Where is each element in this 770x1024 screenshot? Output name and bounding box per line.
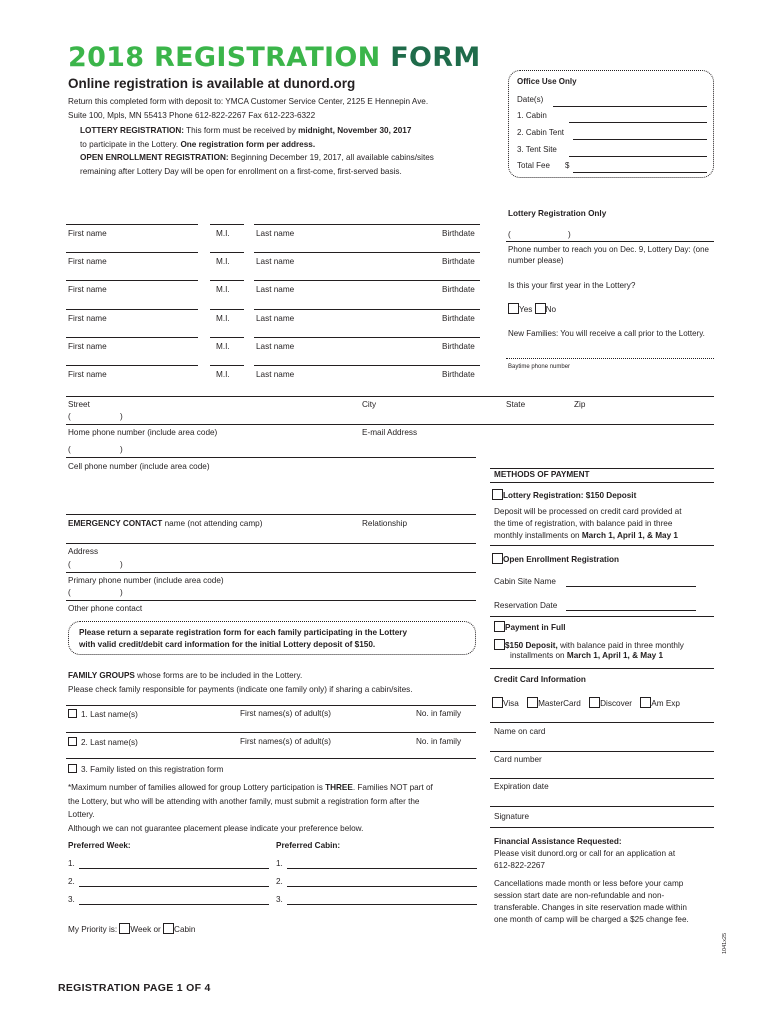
return-line-2: Suite 100, Mpls, MN 55413 Phone 612-822-2267 Fax 612-223-6322 <box>68 110 316 120</box>
camper-mi-field[interactable] <box>210 224 244 225</box>
cabin-site-field[interactable] <box>566 586 696 587</box>
new-families-note: New Families: You will receive a call prior to the Lottery. <box>508 329 705 338</box>
family-row-3-divider <box>66 758 476 759</box>
preferred-week-2-field[interactable] <box>79 886 269 887</box>
card-type-options <box>492 697 680 708</box>
priority-cabin-checkbox[interactable] <box>163 923 174 934</box>
office-use-title: Office Use Only <box>517 77 577 86</box>
max-families-line-3: Lottery. <box>68 810 95 819</box>
financial-assistance-line-1: Please visit dunord.org or call for an application at <box>494 849 676 858</box>
family-2-checkbox[interactable] <box>68 737 77 746</box>
title-dark: FORM <box>390 42 481 73</box>
payment-divider <box>490 468 714 469</box>
max-families-post: . Families NOT part of <box>352 783 433 792</box>
camper-first-name-field[interactable] <box>66 337 198 338</box>
camper-first-name-label: First name <box>68 229 107 238</box>
camper-birthdate-label: Birthdate <box>442 314 475 323</box>
max-families-pre: *Maximum number of families allowed for group Lottery participation is <box>68 783 326 792</box>
camper-first-name-label: First name <box>68 370 107 379</box>
family-1-last-name-label: 1. Last name(s) <box>81 710 138 719</box>
expiration-date-field[interactable] <box>490 806 714 807</box>
office-total-fee-label: Total Fee <box>517 161 550 170</box>
lottery-registration-info <box>80 124 434 178</box>
office-dates-label: Date(s) <box>517 95 544 104</box>
family-groups-text-2: Please check family responsible for payments (indicate one family only) if sharing a cabin/sites. <box>68 684 413 694</box>
camper-mi-field[interactable] <box>210 280 244 281</box>
camper-mi-label: M.I. <box>216 342 230 351</box>
form-title <box>68 42 481 73</box>
cabin-site-label: Cabin Site Name <box>494 577 556 586</box>
other-phone-field[interactable] <box>66 600 476 601</box>
reservation-date-field[interactable] <box>566 610 696 611</box>
yes-label: Yes <box>519 305 533 314</box>
camper-last-name-label: Last name <box>256 285 295 294</box>
lottery-phone-field[interactable] <box>506 241 714 242</box>
preferred-cabin-1-field[interactable] <box>287 868 477 869</box>
camper-mi-field[interactable] <box>210 309 244 310</box>
payment-in-full-label: Payment in Full <box>505 623 566 632</box>
credit-card-info-title: Credit Card Information <box>494 675 586 684</box>
priority-label: My Priority is: <box>68 925 118 934</box>
lottery-deadline: midnight, November 30, 2017 <box>298 126 412 135</box>
page-indicator: REGISTRATION PAGE 1 OF 4 <box>58 982 211 994</box>
other-phone-paren-close: ) <box>120 588 123 597</box>
first-year-question: Is this your first year in the Lottery? <box>508 281 636 290</box>
office-cabin-tent-label: 2. Cabin Tent <box>517 128 564 137</box>
family-groups-label: FAMILY GROUPS <box>68 671 135 680</box>
family-2-last-name-label: 2. Last name(s) <box>81 738 138 747</box>
notice-line-2: with valid credit/debit card information for the initial Lottery deposit of $150. <box>79 640 376 649</box>
zip-label: Zip <box>574 400 586 409</box>
cancellation-policy <box>494 878 689 926</box>
installments-text: installments on <box>510 651 567 660</box>
office-cabin-label: 1. Cabin <box>517 111 547 120</box>
amex-label: Am Exp <box>651 699 680 708</box>
payment-divider-3 <box>490 545 714 546</box>
lottery-text: This form must be received by <box>184 126 299 135</box>
camper-first-name-field[interactable] <box>66 280 198 281</box>
deposit-150-checkbox[interactable] <box>494 639 505 650</box>
office-tent-site-label: 3. Tent Site <box>517 145 557 154</box>
home-phone-paren-open: ( <box>68 412 71 421</box>
max-families-note <box>68 781 478 822</box>
signature-field[interactable] <box>490 827 714 828</box>
lottery-deposit-label: Lottery Registration: $150 Deposit <box>503 491 637 500</box>
financial-assistance <box>494 836 675 872</box>
reservation-date-label: Reservation Date <box>494 601 558 610</box>
camper-birthdate-label: Birthdate <box>442 257 475 266</box>
discover-checkbox[interactable] <box>589 697 600 708</box>
signature-label: Signature <box>494 812 530 821</box>
cabin-1-number: 1. <box>276 859 283 868</box>
office-cabin-field[interactable] <box>569 122 707 123</box>
camper-first-name-field[interactable] <box>66 252 198 253</box>
camper-mi-label: M.I. <box>216 370 230 379</box>
family-3-checkbox[interactable] <box>68 764 77 773</box>
priority-week-label: Week or <box>130 925 161 934</box>
deposit-150-text: with balance paid in three monthly <box>557 641 684 650</box>
family-row-1-field[interactable] <box>66 705 476 706</box>
family-2-number-label: No. in family <box>416 737 462 746</box>
camper-last-name-field[interactable] <box>254 224 480 225</box>
form-code: 1041x25 <box>722 932 728 954</box>
preferred-week-label: Preferred Week: <box>68 841 131 850</box>
home-phone-email-field[interactable] <box>66 424 714 425</box>
name-on-card-field[interactable] <box>490 751 714 752</box>
name-on-card-label: Name on card <box>494 727 546 736</box>
card-type-divider <box>490 722 714 723</box>
state-label: State <box>506 400 526 409</box>
open-enrollment-text: Beginning December 19, 2017, all available cabins/sites <box>228 153 434 162</box>
family-1-number-label: No. in family <box>416 709 462 718</box>
camper-first-name-label: First name <box>68 285 107 294</box>
card-number-label: Card number <box>494 755 542 764</box>
payment-divider-4 <box>490 616 714 617</box>
emergency-contact-label-rest: name (not attending camp) <box>162 519 263 528</box>
lottery-only-title: Lottery Registration Only <box>508 209 607 218</box>
camper-last-name-label: Last name <box>256 229 295 238</box>
city-label: City <box>362 400 377 409</box>
cell-phone-field[interactable] <box>66 457 476 458</box>
camper-first-name-field[interactable] <box>66 309 198 310</box>
deposit-150-label: $150 Deposit, <box>505 641 558 650</box>
daytime-phone-field[interactable] <box>506 358 714 359</box>
primary-phone-paren-open: ( <box>68 560 71 569</box>
week-2-number: 2. <box>68 877 75 886</box>
emergency-contact-field[interactable] <box>66 514 476 515</box>
camper-mi-field[interactable] <box>210 365 244 366</box>
open-enrollment-checkbox[interactable] <box>492 553 503 564</box>
payment-in-full-checkbox[interactable] <box>494 621 505 632</box>
preferred-week-3-field[interactable] <box>79 904 269 905</box>
visa-label: Visa <box>503 699 519 708</box>
primary-phone-paren-close: ) <box>120 560 123 569</box>
camper-first-name-field[interactable] <box>66 224 198 225</box>
deposit-line-1: Deposit will be processed on credit card provided at <box>494 507 682 516</box>
camper-last-name-field[interactable] <box>254 337 480 338</box>
installment-dates: March 1, April 1, & May 1 <box>566 651 664 660</box>
office-tent-site-field[interactable] <box>569 156 707 157</box>
street-field[interactable] <box>66 396 714 397</box>
office-total-fee-field[interactable] <box>573 172 707 173</box>
discover-label: Discover <box>600 699 632 708</box>
visa-checkbox[interactable] <box>492 697 503 708</box>
camper-mi-field[interactable] <box>210 252 244 253</box>
separate-form-notice <box>68 621 476 655</box>
camper-first-name-label: First name <box>68 342 107 351</box>
camper-mi-label: M.I. <box>216 285 230 294</box>
priority-cabin-label: Cabin <box>174 925 196 934</box>
lottery-label: LOTTERY REGISTRATION: <box>80 126 185 135</box>
family-groups-intro <box>68 669 413 696</box>
family-2-first-names-label: First names(s) of adult(s) <box>240 737 331 746</box>
deposit-info <box>494 506 682 542</box>
amex-checkbox[interactable] <box>640 697 651 708</box>
emergency-address-label: Address <box>68 547 99 556</box>
max-families-number: THREE <box>325 783 353 792</box>
camper-last-name-field[interactable] <box>254 365 480 366</box>
other-phone-label: Other phone contact <box>68 604 143 613</box>
no-checkbox[interactable] <box>535 303 546 314</box>
title-green: 2018 REGISTRATION <box>68 42 381 73</box>
daytime-phone-label: Baytime phone number <box>508 364 571 370</box>
week-3-number: 3. <box>68 895 75 904</box>
primary-phone-field[interactable] <box>66 572 476 573</box>
deposit-dates: March 1, April 1, & May 1 <box>581 531 678 540</box>
email-label: E-mail Address <box>362 428 418 437</box>
other-phone-paren-open: ( <box>68 588 71 597</box>
open-enrollment-label: OPEN ENROLLMENT REGISTRATION: <box>80 153 229 162</box>
cell-phone-paren-open: ( <box>68 445 71 454</box>
camper-first-name-field[interactable] <box>66 365 198 366</box>
deposit-line-3: monthly installments on <box>494 531 582 540</box>
camper-mi-label: M.I. <box>216 229 230 238</box>
one-form-per-address: One registration form per address. <box>180 139 316 149</box>
payment-divider-2 <box>490 482 714 483</box>
cancellation-line-4: one month of camp will be charged a $25 change fee. <box>494 915 689 924</box>
emergency-contact-label: EMERGENCY CONTACT <box>68 519 163 528</box>
camper-last-name-field[interactable] <box>254 280 480 281</box>
relationship-label: Relationship <box>362 519 408 528</box>
week-1-number: 1. <box>68 859 75 868</box>
open-enrollment-text-2: remaining after Lottery Day will be open for enrollment on a first-come, first-served basis. <box>80 166 402 176</box>
camper-first-name-label: First name <box>68 257 107 266</box>
cell-phone-label: Cell phone number (include area code) <box>68 462 210 471</box>
family-row-2-field[interactable] <box>66 732 476 733</box>
camper-last-name-label: Last name <box>256 370 295 379</box>
placement-disclaimer: Although we can not guarantee placement please indicate your preference below. <box>68 824 364 833</box>
family-1-checkbox[interactable] <box>68 709 77 718</box>
payment-methods-title: METHODS OF PAYMENT <box>494 470 590 479</box>
lottery-deposit-checkbox[interactable] <box>492 489 503 500</box>
camper-mi-field[interactable] <box>210 337 244 338</box>
cabin-2-number: 2. <box>276 877 283 886</box>
payment-divider-5 <box>490 668 714 669</box>
camper-birthdate-label: Birthdate <box>442 229 475 238</box>
cell-phone-paren-close: ) <box>120 445 123 454</box>
emergency-address-field[interactable] <box>66 543 476 544</box>
family-groups-text: whose forms are to be included in the Lottery. <box>134 671 303 680</box>
expiration-date-label: Expiration date <box>494 782 549 791</box>
camper-last-name-field[interactable] <box>254 252 480 253</box>
lottery-phone-text: Phone number to reach you on Dec. 9, Lottery Day: (one number please) <box>508 245 710 265</box>
camper-mi-label: M.I. <box>216 257 230 266</box>
primary-phone-label: Primary phone number (include area code) <box>68 576 224 585</box>
office-cabin-tent-field[interactable] <box>573 139 707 140</box>
camper-mi-label: M.I. <box>216 314 230 323</box>
camper-last-name-label: Last name <box>256 342 295 351</box>
return-line-1: Return this completed form with deposit to: YMCA Customer Service Center, 2125 E Hennepin Ave. <box>68 97 429 106</box>
office-dollar-sign: $ <box>565 161 570 170</box>
camper-last-name-label: Last name <box>256 257 295 266</box>
lottery-phone-paren-close: ) <box>568 230 571 239</box>
home-phone-label: Home phone number (include area code) <box>68 428 218 437</box>
open-enrollment-payment-label: Open Enrollment Registration <box>503 555 620 564</box>
camper-last-name-label: Last name <box>256 314 295 323</box>
camper-birthdate-label: Birthdate <box>442 342 475 351</box>
return-address <box>68 95 428 122</box>
priority-row <box>68 923 195 934</box>
cancellation-line-2: session start date are non-refundable and non- <box>494 891 665 900</box>
yes-checkbox[interactable] <box>508 303 519 314</box>
financial-assistance-title: Financial Assistance Requested: <box>494 837 622 846</box>
camper-first-name-label: First name <box>68 314 107 323</box>
deposit-line-2: the time of registration, with balance paid in three <box>494 519 673 528</box>
preferred-cabin-label: Preferred Cabin: <box>276 841 341 850</box>
max-families-line-2: the Lottery, but who will be attending with another family, must submit a registration form after the <box>68 796 420 806</box>
camper-birthdate-label: Birthdate <box>442 285 475 294</box>
home-phone-paren-close: ) <box>120 412 123 421</box>
no-label: No <box>545 305 557 314</box>
preferred-cabin-2-field[interactable] <box>287 886 477 887</box>
card-number-field[interactable] <box>490 778 714 779</box>
lottery-phone-paren-open: ( <box>508 230 511 239</box>
first-year-options <box>508 303 556 314</box>
online-registration-note: Online registration is available at dunord.org <box>68 76 356 91</box>
mastercard-label: MasterCard <box>538 699 581 708</box>
family-3-label: 3. Family listed on this registration form <box>81 765 224 774</box>
camper-birthdate-label: Birthdate <box>442 370 475 379</box>
priority-week-checkbox[interactable] <box>119 923 130 934</box>
cancellation-line-1: Cancellations made month or less before your camp <box>494 879 684 888</box>
cancellation-line-3: transferable. Changes in site reservation made within <box>494 903 687 912</box>
preferred-cabin-3-field[interactable] <box>287 904 477 905</box>
preferred-week-1-field[interactable] <box>79 868 269 869</box>
family-1-first-names-label: First names(s) of adult(s) <box>240 709 331 718</box>
camper-last-name-field[interactable] <box>254 309 480 310</box>
cabin-3-number: 3. <box>276 895 283 904</box>
lottery-text-2: to participate in the Lottery. <box>80 139 181 149</box>
notice-line-1: Please return a separate registration form for each family participating in the Lottery <box>79 628 408 637</box>
office-dates-field[interactable] <box>553 106 707 107</box>
street-label: Street <box>68 400 90 409</box>
mastercard-checkbox[interactable] <box>527 697 538 708</box>
office-use-box <box>508 70 714 178</box>
financial-assistance-phone: 612-822-2267 <box>494 861 545 870</box>
